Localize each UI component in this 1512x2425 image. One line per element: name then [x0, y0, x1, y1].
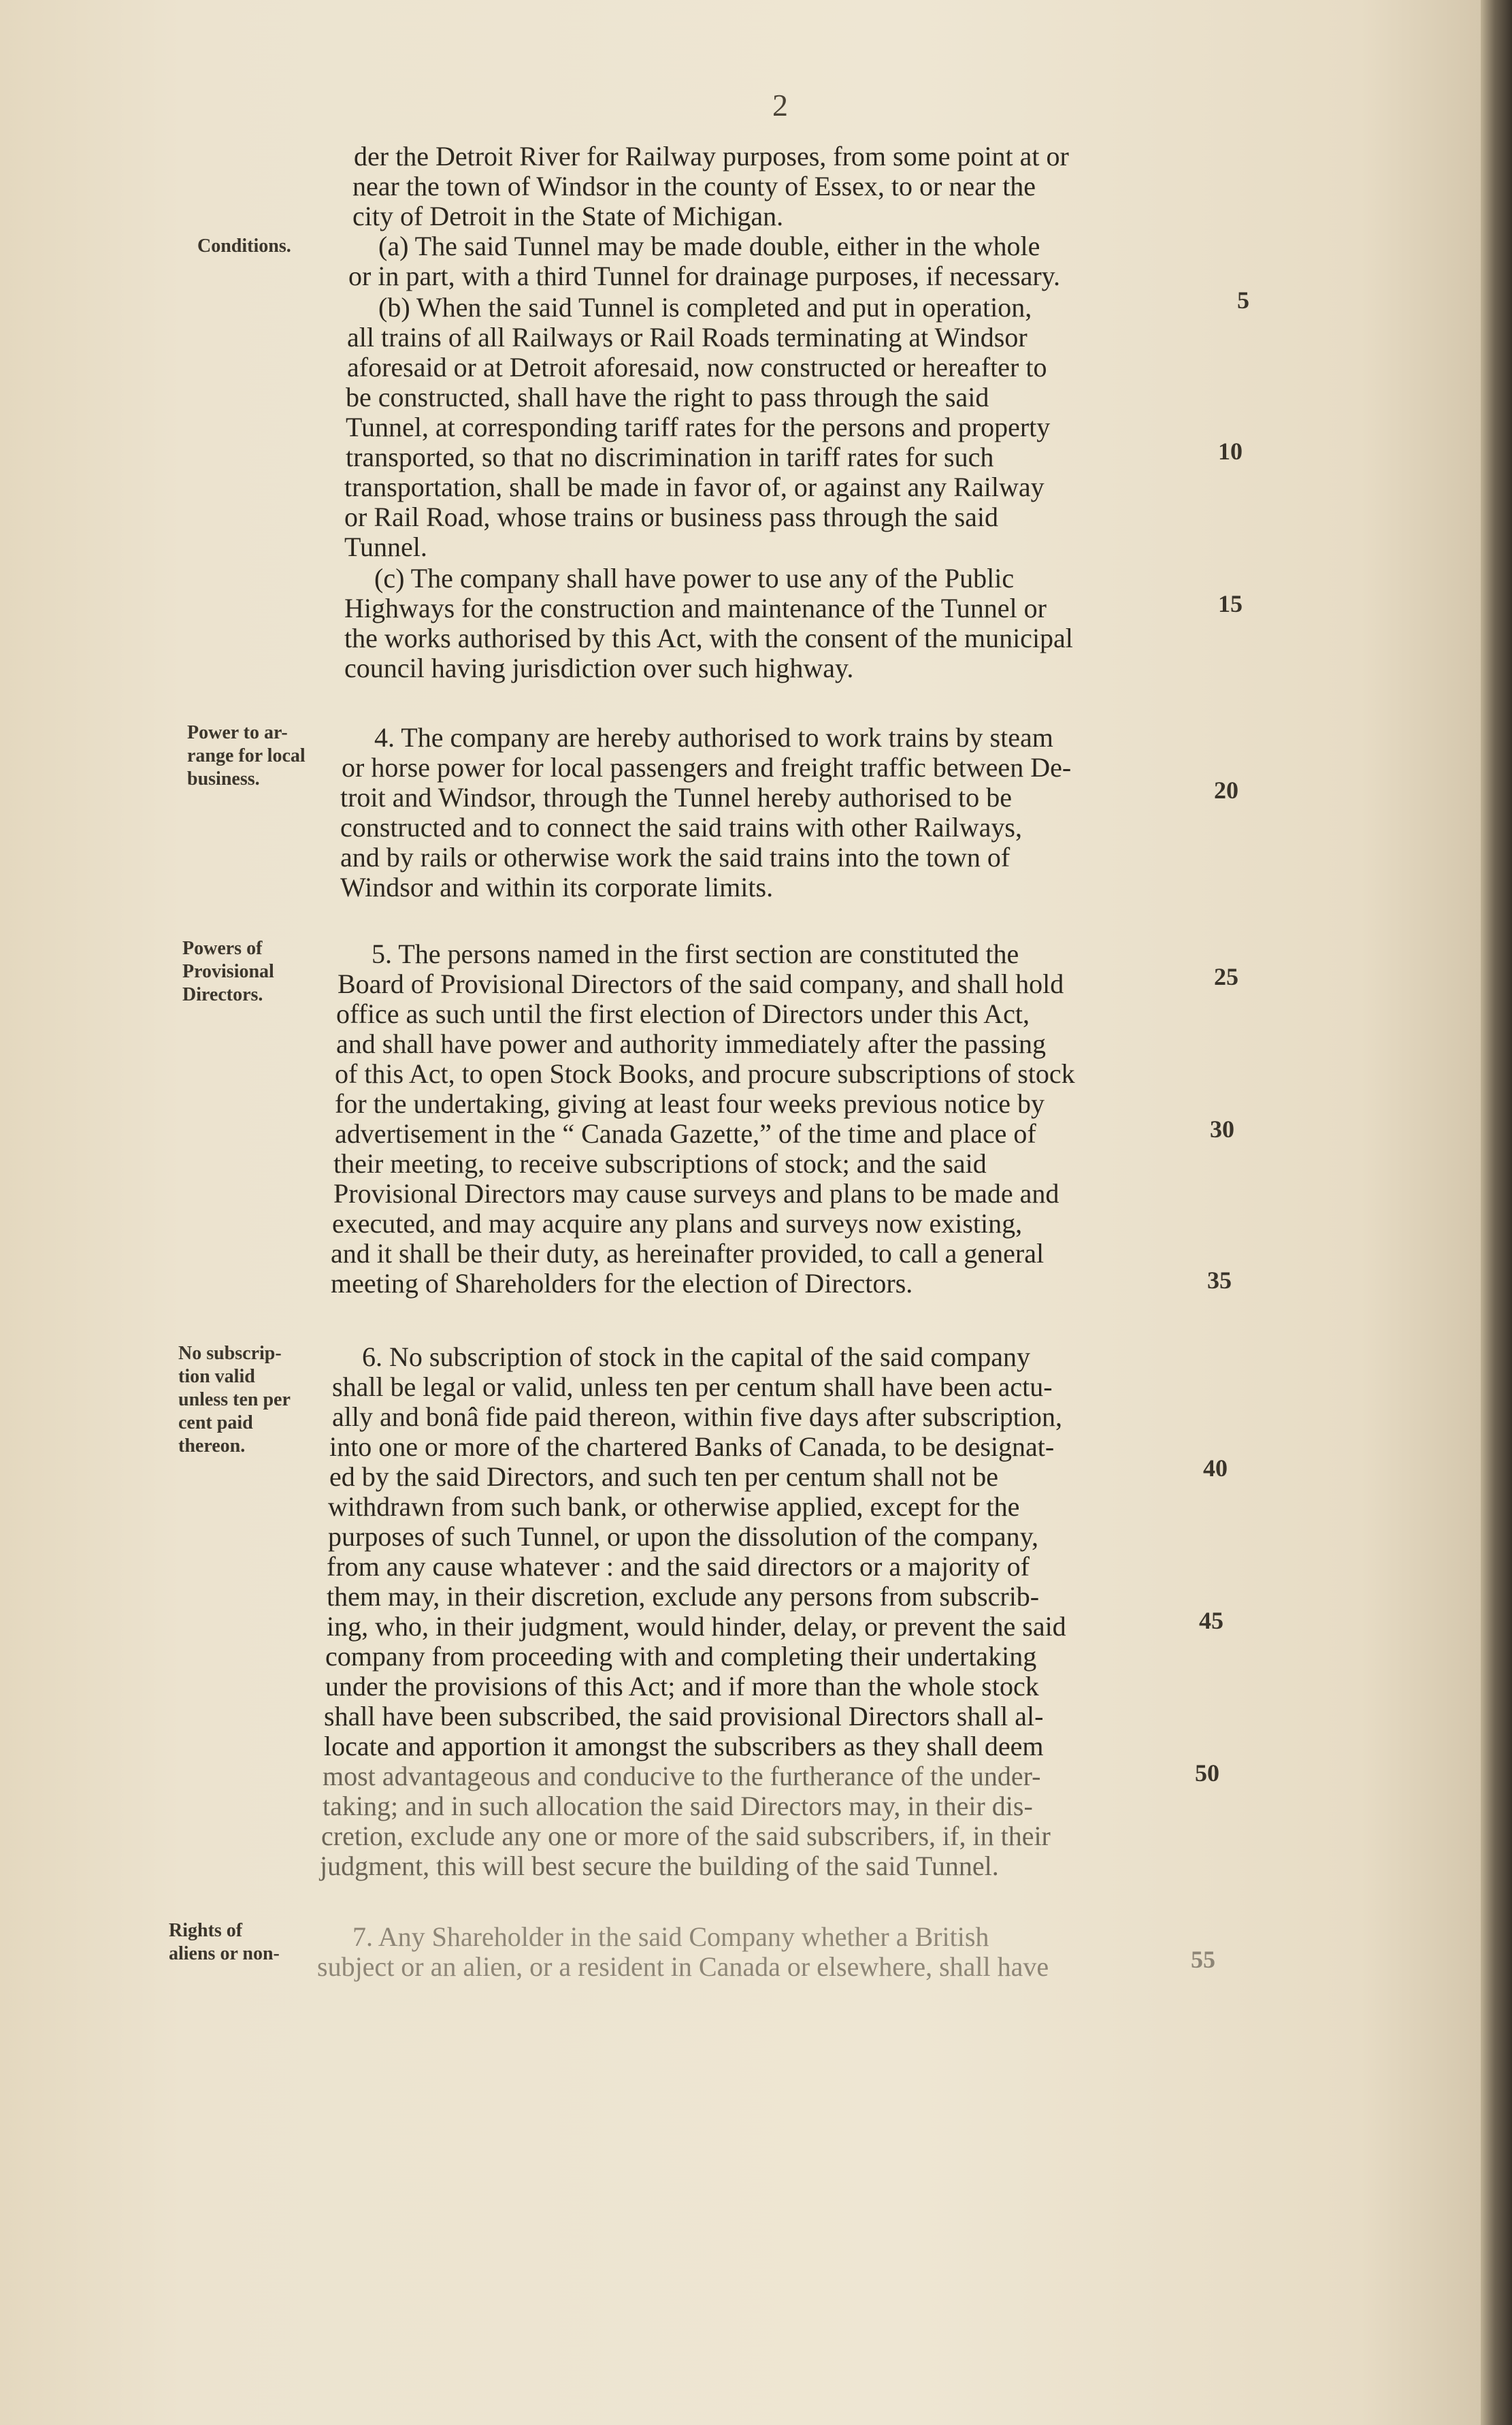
margin-note-line: tion valid: [178, 1366, 255, 1387]
body-line: or in part, with a third Tunnel for drainage purposes, if necessary.: [348, 261, 1061, 291]
line-number: 40: [1203, 1454, 1228, 1482]
body-line: ally and bonâ fide paid thereon, within five days after subscription,: [332, 1401, 1063, 1432]
body-line: under the provisions of this Act; and if more than the whole stock: [325, 1671, 1039, 1702]
body-line: subject or an alien, or a resident in Canada or elsewhere, shall have: [317, 1951, 1049, 1982]
page-binding-edge: [1481, 0, 1512, 2425]
body-line: and shall have power and authority immediately after the passing: [336, 1028, 1047, 1059]
body-line: or horse power for local passengers and freight traffic between De-: [342, 752, 1072, 783]
margin-note-line: Powers of: [182, 938, 263, 959]
body-line: (a) The said Tunnel may be made double, either in the whole: [378, 231, 1040, 261]
body-line: meeting of Shareholders for the election of Directors.: [331, 1268, 913, 1299]
body-line: purposes of such Tunnel, or upon the dissolution of the company,: [328, 1521, 1039, 1552]
body-line: office as such until the first election of Directors under this Act,: [336, 998, 1030, 1029]
body-line: troit and Windsor, through the Tunnel hereby authorised to be: [340, 782, 1013, 813]
body-line: judgment, this will best secure the building of the said Tunnel.: [320, 1851, 999, 1881]
body-line: them may, in their discretion, exclude any persons from subscrib-: [327, 1581, 1040, 1612]
margin-note-no-subscription: [178, 1342, 291, 1458]
body-line: locate and apportion it amongst the subscribers as they shall deem: [324, 1731, 1044, 1761]
line-number: 35: [1207, 1267, 1232, 1294]
body-line: Windsor and within its corporate limits.: [340, 872, 774, 902]
body-line: most advantageous and conducive to the furtherance of the under-: [323, 1761, 1041, 1791]
body-line: and it shall be their duty, as hereinafter provided, to call a general: [331, 1238, 1045, 1269]
margin-note-line: Power to ar-: [187, 722, 288, 743]
margin-note-line: business.: [187, 768, 260, 790]
body-line: 7. Any Shareholder in the said Company whether a British: [352, 1921, 989, 1952]
body-line: shall be legal or valid, unless ten per centum shall have been actu-: [332, 1371, 1053, 1402]
body-line: council having jurisdiction over such highway.: [344, 653, 854, 683]
body-line: near the town of Windsor in the county of Essex, to or near the: [352, 171, 1036, 201]
line-number: 25: [1214, 963, 1238, 990]
body-line: Board of Provisional Directors of the said company, and shall hold: [338, 969, 1064, 999]
line-number: 15: [1218, 590, 1243, 617]
body-line: withdrawn from such bank, or otherwise applied, except for the: [328, 1491, 1020, 1522]
body-line: aforesaid or at Detroit aforesaid, now constructed or hereafter to: [347, 352, 1047, 383]
body-line: shall have been subscribed, the said provisional Directors shall al-: [324, 1701, 1044, 1731]
body-line: cretion, exclude any one or more of the said subscribers, if, in their: [321, 1821, 1051, 1851]
body-line: company from proceeding with and completing their undertaking: [325, 1641, 1037, 1672]
body-line: Tunnel.: [344, 532, 427, 562]
body-line: executed, and may acquire any plans and surveys now existing,: [332, 1208, 1023, 1239]
body-line: and by rails or otherwise work the said trains into the town of: [340, 842, 1010, 873]
body-line: Provisional Directors may cause surveys and plans to be made and: [333, 1178, 1059, 1209]
line-number: 55: [1191, 1946, 1215, 1973]
line-number: 50: [1195, 1759, 1219, 1787]
body-line: or Rail Road, whose trains or business pass through the said: [344, 502, 998, 532]
body-line: Tunnel, at corresponding tariff rates for the persons and property: [346, 412, 1051, 442]
margin-note-conditions: [197, 235, 291, 258]
margin-note-line: cent paid: [178, 1412, 253, 1433]
body-line: city of Detroit in the State of Michigan.: [352, 201, 784, 231]
body-line: taking; and in such allocation the said Directors may, in their dis-: [323, 1791, 1033, 1821]
margin-note-line: Rights of: [169, 1920, 243, 1941]
body-line: der the Detroit River for Railway purposes, from some point at or: [354, 141, 1069, 172]
margin-note-line: unless ten per: [178, 1389, 291, 1410]
body-line: all trains of all Railways or Rail Roads terminating at Windsor: [347, 322, 1028, 353]
body-line: constructed and to connect the said trains with other Railways,: [340, 812, 1022, 843]
body-line: 4. The company are hereby authorised to work trains by steam: [374, 722, 1053, 753]
line-number: 20: [1214, 777, 1238, 804]
margin-note-power-to-arrange: [187, 721, 306, 791]
page-number: 2: [772, 88, 788, 123]
body-line: the works authorised by this Act, with the consent of the municipal: [344, 623, 1073, 653]
margin-note-line: thereon.: [178, 1435, 246, 1456]
body-line: advertisement in the “ Canada Gazette,” of the time and place of: [335, 1118, 1036, 1149]
line-number: 30: [1210, 1116, 1234, 1143]
body-line: of this Act, to open Stock Books, and procure subscriptions of stock: [335, 1058, 1075, 1089]
margin-note-line: Directors.: [182, 984, 263, 1005]
body-line: ing, who, in their judgment, would hinder, delay, or prevent the said: [327, 1611, 1066, 1642]
margin-note-rights-of-aliens: [169, 1919, 280, 1966]
margin-note-provisional-directors: [182, 937, 274, 1007]
margin-note-line: Provisional: [182, 961, 274, 982]
margin-note-line: Conditions.: [197, 235, 291, 257]
body-line: 6. No subscription of stock in the capital of the said company: [362, 1341, 1031, 1372]
body-line: be constructed, shall have the right to pass through the said: [346, 382, 989, 412]
body-line: for the undertaking, giving at least four weeks previous notice by: [335, 1088, 1045, 1119]
body-line: (c) The company shall have power to use any of the Public: [374, 563, 1015, 593]
body-line: transportation, shall be made in favor of, or against any Railway: [344, 472, 1045, 502]
body-line: transported, so that no discrimination in tariff rates for such: [346, 442, 994, 472]
body-line: ed by the said Directors, and such ten per centum shall not be: [329, 1461, 999, 1492]
body-line: Highways for the construction and maintenance of the Tunnel or: [344, 593, 1047, 623]
line-number: 10: [1218, 438, 1243, 465]
margin-note-line: range for local: [187, 745, 306, 766]
body-line: (b) When the said Tunnel is completed and put in operation,: [378, 292, 1032, 323]
body-line: into one or more of the chartered Banks of Canada, to be designat-: [329, 1431, 1055, 1462]
margin-note-line: aliens or non-: [169, 1943, 280, 1964]
body-line: from any cause whatever : and the said directors or a majority of: [327, 1551, 1030, 1582]
body-line: their meeting, to receive subscriptions of stock; and the said: [333, 1148, 987, 1179]
margin-note-line: No subscrip-: [178, 1343, 282, 1364]
line-number: 5: [1237, 287, 1249, 314]
line-number: 45: [1199, 1607, 1223, 1634]
body-line: 5. The persons named in the first section are constituted the: [372, 939, 1019, 969]
